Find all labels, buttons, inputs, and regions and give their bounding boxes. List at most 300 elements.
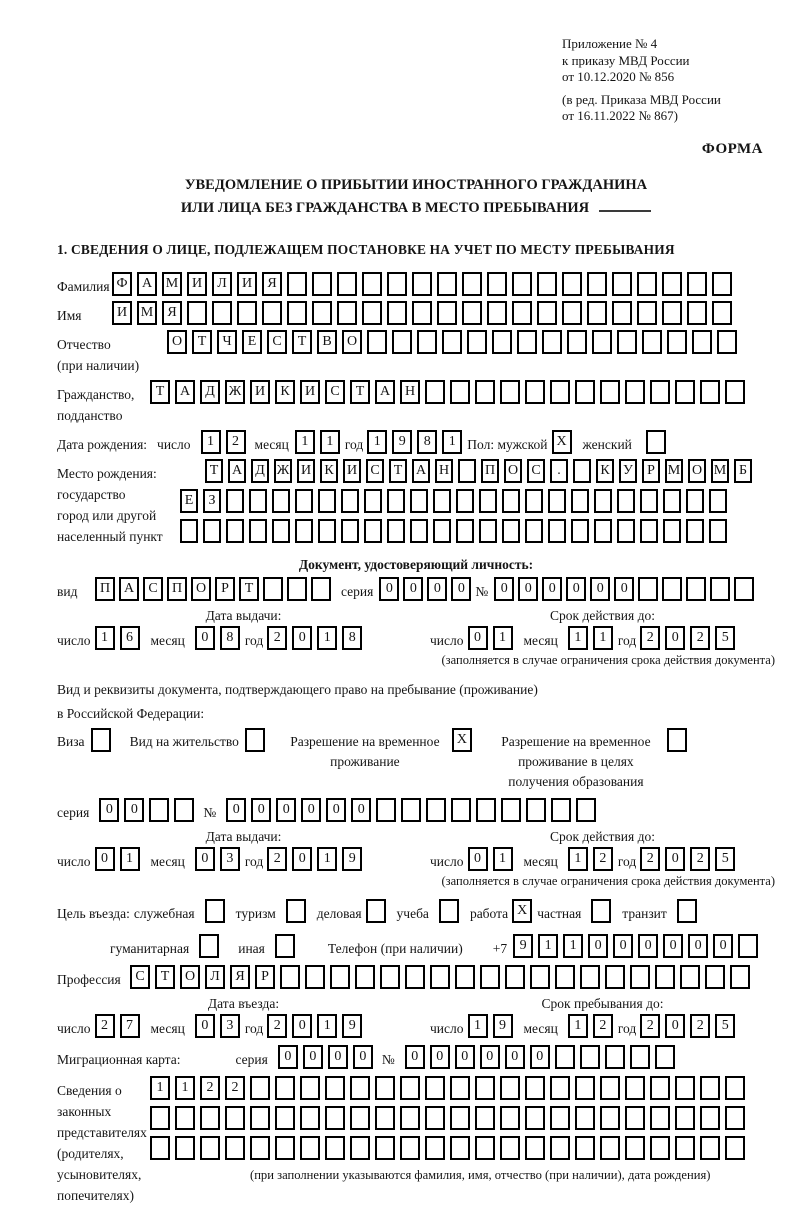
char-box[interactable] [305, 965, 325, 989]
char-box[interactable] [280, 965, 300, 989]
char-box[interactable] [475, 1136, 495, 1160]
char-box[interactable] [437, 301, 457, 325]
char-box[interactable]: К [275, 380, 295, 404]
char-box[interactable]: А [228, 459, 246, 483]
char-box[interactable] [650, 1106, 670, 1130]
char-box[interactable]: 3 [220, 847, 240, 871]
char-box[interactable]: 0 [713, 934, 733, 958]
char-box[interactable] [637, 272, 657, 296]
char-box[interactable]: 9 [342, 1014, 362, 1038]
char-box[interactable] [525, 1136, 545, 1160]
char-box[interactable]: 0 [480, 1045, 500, 1069]
char-box[interactable] [175, 1106, 195, 1130]
char-box[interactable] [150, 1106, 170, 1130]
char-box[interactable]: Н [435, 459, 453, 483]
char-box[interactable] [667, 330, 687, 354]
char-box[interactable] [517, 330, 537, 354]
char-box[interactable] [617, 489, 635, 513]
char-box[interactable] [675, 1136, 695, 1160]
char-box[interactable] [275, 1076, 295, 1100]
char-box[interactable] [502, 519, 520, 543]
char-box[interactable]: 9 [392, 430, 412, 454]
char-box[interactable]: 1 [367, 430, 387, 454]
char-box[interactable]: С [527, 459, 545, 483]
char-box[interactable]: 0 [301, 798, 321, 822]
char-box[interactable]: 1 [317, 847, 337, 871]
char-box[interactable] [325, 1136, 345, 1160]
char-box[interactable]: Д [200, 380, 220, 404]
char-box[interactable] [287, 301, 307, 325]
char-box[interactable] [675, 1106, 695, 1130]
char-box[interactable]: 2 [640, 626, 660, 650]
char-box[interactable]: 0 [613, 934, 633, 958]
char-box[interactable] [425, 380, 445, 404]
char-box[interactable]: 0 [505, 1045, 525, 1069]
char-box[interactable] [450, 1136, 470, 1160]
char-box[interactable] [594, 519, 612, 543]
char-box[interactable] [450, 1076, 470, 1100]
char-box[interactable]: Т [292, 330, 312, 354]
char-box[interactable]: 0 [99, 798, 119, 822]
char-box[interactable] [712, 301, 732, 325]
char-box[interactable] [417, 330, 437, 354]
char-box[interactable]: 2 [593, 847, 613, 871]
char-box[interactable] [655, 965, 675, 989]
char-box[interactable]: Р [642, 459, 660, 483]
char-box[interactable] [225, 1106, 245, 1130]
char-box[interactable]: 0 [518, 577, 538, 601]
char-box[interactable]: 0 [494, 577, 514, 601]
char-box[interactable] [250, 1076, 270, 1100]
char-box[interactable]: Ч [217, 330, 237, 354]
char-box[interactable]: Т [205, 459, 223, 483]
char-box[interactable] [287, 272, 307, 296]
char-box[interactable] [456, 519, 474, 543]
char-box[interactable] [680, 965, 700, 989]
char-box[interactable] [700, 1136, 720, 1160]
char-box[interactable] [709, 489, 727, 513]
char-box[interactable] [430, 965, 450, 989]
char-box[interactable] [180, 519, 198, 543]
char-box[interactable] [571, 489, 589, 513]
char-box[interactable] [663, 519, 681, 543]
char-box[interactable] [375, 1076, 395, 1100]
char-box[interactable]: 0 [195, 1014, 215, 1038]
char-box[interactable] [700, 1076, 720, 1100]
char-box[interactable] [200, 1136, 220, 1160]
char-box[interactable] [548, 489, 566, 513]
char-box[interactable] [458, 459, 476, 483]
char-box[interactable]: 0 [405, 1045, 425, 1069]
char-box[interactable] [555, 1045, 575, 1069]
char-box[interactable] [709, 519, 727, 543]
char-box[interactable] [175, 1136, 195, 1160]
char-box[interactable]: 0 [665, 847, 685, 871]
char-box[interactable]: 0 [665, 626, 685, 650]
char-box[interactable] [686, 519, 704, 543]
char-box[interactable] [575, 380, 595, 404]
char-box[interactable] [325, 1076, 345, 1100]
char-box[interactable] [650, 1136, 670, 1160]
char-box[interactable] [512, 272, 532, 296]
char-box[interactable]: X [512, 899, 532, 923]
char-box[interactable] [686, 577, 706, 601]
char-box[interactable] [675, 1076, 695, 1100]
char-box[interactable]: 0 [468, 847, 488, 871]
char-box[interactable] [638, 577, 658, 601]
char-box[interactable] [366, 899, 386, 923]
char-box[interactable] [505, 965, 525, 989]
char-box[interactable]: К [320, 459, 338, 483]
char-box[interactable] [476, 798, 496, 822]
char-box[interactable] [550, 1076, 570, 1100]
char-box[interactable] [575, 1076, 595, 1100]
char-box[interactable]: Е [180, 489, 198, 513]
char-box[interactable]: Я [230, 965, 250, 989]
char-box[interactable]: 0 [455, 1045, 475, 1069]
char-box[interactable]: 0 [251, 798, 271, 822]
char-box[interactable]: З [203, 489, 221, 513]
char-box[interactable]: 0 [403, 577, 423, 601]
char-box[interactable] [456, 489, 474, 513]
char-box[interactable] [387, 519, 405, 543]
char-box[interactable] [433, 489, 451, 513]
char-box[interactable] [380, 965, 400, 989]
char-box[interactable] [492, 330, 512, 354]
char-box[interactable]: 2 [640, 847, 660, 871]
char-box[interactable]: И [250, 380, 270, 404]
char-box[interactable]: 1 [95, 626, 115, 650]
char-box[interactable] [350, 1106, 370, 1130]
char-box[interactable] [502, 489, 520, 513]
char-box[interactable]: 8 [417, 430, 437, 454]
char-box[interactable] [612, 301, 632, 325]
char-box[interactable] [630, 965, 650, 989]
char-box[interactable] [437, 272, 457, 296]
char-box[interactable]: 2 [267, 847, 287, 871]
char-box[interactable] [526, 798, 546, 822]
char-box[interactable]: 2 [690, 847, 710, 871]
char-box[interactable] [640, 489, 658, 513]
char-box[interactable] [500, 1076, 520, 1100]
char-box[interactable]: 7 [120, 1014, 140, 1038]
char-box[interactable]: 1 [150, 1076, 170, 1100]
char-box[interactable]: 1 [593, 626, 613, 650]
char-box[interactable]: 0 [195, 626, 215, 650]
char-box[interactable]: 0 [292, 847, 312, 871]
char-box[interactable]: 6 [120, 626, 140, 650]
char-box[interactable]: 0 [542, 577, 562, 601]
char-box[interactable] [249, 489, 267, 513]
char-box[interactable]: 0 [195, 847, 215, 871]
char-box[interactable]: С [325, 380, 345, 404]
char-box[interactable] [630, 1045, 650, 1069]
char-box[interactable]: 5 [715, 626, 735, 650]
char-box[interactable]: 0 [451, 577, 471, 601]
char-box[interactable] [738, 934, 758, 958]
char-box[interactable] [205, 899, 225, 923]
char-box[interactable] [692, 330, 712, 354]
char-box[interactable] [237, 301, 257, 325]
char-box[interactable]: 0 [379, 577, 399, 601]
char-box[interactable] [580, 965, 600, 989]
char-box[interactable] [295, 519, 313, 543]
char-box[interactable]: 1 [317, 626, 337, 650]
char-box[interactable]: Р [255, 965, 275, 989]
char-box[interactable]: 5 [715, 1014, 735, 1038]
char-box[interactable] [500, 1136, 520, 1160]
char-box[interactable]: 1 [568, 626, 588, 650]
char-box[interactable] [650, 380, 670, 404]
char-box[interactable] [226, 519, 244, 543]
char-box[interactable]: И [187, 272, 207, 296]
char-box[interactable] [467, 330, 487, 354]
char-box[interactable]: 0 [663, 934, 683, 958]
char-box[interactable] [550, 1106, 570, 1130]
char-box[interactable] [410, 519, 428, 543]
char-box[interactable] [426, 798, 446, 822]
char-box[interactable] [312, 301, 332, 325]
char-box[interactable] [341, 489, 359, 513]
char-box[interactable]: 0 [638, 934, 658, 958]
char-box[interactable] [573, 459, 591, 483]
char-box[interactable] [312, 272, 332, 296]
char-box[interactable]: 0 [427, 577, 447, 601]
char-box[interactable]: 0 [468, 626, 488, 650]
char-box[interactable]: 2 [690, 1014, 710, 1038]
char-box[interactable] [462, 301, 482, 325]
char-box[interactable] [330, 965, 350, 989]
char-box[interactable] [600, 1076, 620, 1100]
char-box[interactable] [617, 519, 635, 543]
char-box[interactable] [263, 577, 283, 601]
char-box[interactable] [575, 1106, 595, 1130]
char-box[interactable] [91, 728, 111, 752]
char-box[interactable] [525, 489, 543, 513]
char-box[interactable] [275, 1136, 295, 1160]
char-box[interactable] [542, 330, 562, 354]
char-box[interactable]: 0 [665, 1014, 685, 1038]
char-box[interactable] [355, 965, 375, 989]
char-box[interactable] [675, 380, 695, 404]
char-box[interactable] [199, 934, 219, 958]
char-box[interactable] [425, 1136, 445, 1160]
char-box[interactable] [640, 519, 658, 543]
char-box[interactable]: 0 [590, 577, 610, 601]
char-box[interactable] [450, 380, 470, 404]
char-box[interactable] [479, 519, 497, 543]
char-box[interactable]: Т [192, 330, 212, 354]
char-box[interactable]: Я [162, 301, 182, 325]
char-box[interactable] [500, 1106, 520, 1130]
char-box[interactable] [687, 301, 707, 325]
char-box[interactable] [300, 1106, 320, 1130]
char-box[interactable]: Т [155, 965, 175, 989]
char-box[interactable]: 1 [538, 934, 558, 958]
char-box[interactable] [687, 272, 707, 296]
char-box[interactable] [337, 301, 357, 325]
char-box[interactable]: 9 [513, 934, 533, 958]
char-box[interactable] [455, 965, 475, 989]
char-box[interactable] [450, 1106, 470, 1130]
char-box[interactable]: 2 [593, 1014, 613, 1038]
char-box[interactable] [548, 519, 566, 543]
char-box[interactable] [387, 272, 407, 296]
char-box[interactable] [400, 1076, 420, 1100]
char-box[interactable] [637, 301, 657, 325]
char-box[interactable] [350, 1136, 370, 1160]
char-box[interactable]: С [267, 330, 287, 354]
char-box[interactable]: М [665, 459, 683, 483]
char-box[interactable] [225, 1136, 245, 1160]
char-box[interactable] [663, 489, 681, 513]
char-box[interactable] [480, 965, 500, 989]
char-box[interactable]: Ж [225, 380, 245, 404]
char-box[interactable]: X [552, 430, 572, 454]
char-box[interactable] [375, 1106, 395, 1130]
char-box[interactable] [705, 965, 725, 989]
char-box[interactable] [475, 1076, 495, 1100]
char-box[interactable] [571, 519, 589, 543]
char-box[interactable] [250, 1136, 270, 1160]
char-box[interactable] [567, 330, 587, 354]
char-box[interactable]: 0 [326, 798, 346, 822]
char-box[interactable]: . [550, 459, 568, 483]
char-box[interactable]: 1 [320, 430, 340, 454]
char-box[interactable]: В [317, 330, 337, 354]
char-box[interactable] [425, 1106, 445, 1130]
char-box[interactable]: Т [389, 459, 407, 483]
char-box[interactable]: М [711, 459, 729, 483]
char-box[interactable]: 1 [468, 1014, 488, 1038]
char-box[interactable]: 1 [295, 430, 315, 454]
char-box[interactable]: 0 [430, 1045, 450, 1069]
char-box[interactable] [667, 728, 687, 752]
char-box[interactable]: 0 [588, 934, 608, 958]
char-box[interactable] [625, 380, 645, 404]
char-box[interactable] [551, 798, 571, 822]
char-box[interactable] [375, 1136, 395, 1160]
char-box[interactable] [717, 330, 737, 354]
char-box[interactable] [442, 330, 462, 354]
char-box[interactable]: 2 [200, 1076, 220, 1100]
char-box[interactable] [725, 1136, 745, 1160]
char-box[interactable]: 9 [342, 847, 362, 871]
char-box[interactable]: 0 [276, 798, 296, 822]
char-box[interactable] [550, 380, 570, 404]
char-box[interactable]: Б [734, 459, 752, 483]
char-box[interactable] [203, 519, 221, 543]
char-box[interactable]: У [619, 459, 637, 483]
char-box[interactable] [350, 1076, 370, 1100]
char-box[interactable] [200, 1106, 220, 1130]
char-box[interactable] [462, 272, 482, 296]
char-box[interactable] [341, 519, 359, 543]
char-box[interactable] [250, 1106, 270, 1130]
char-box[interactable] [537, 272, 557, 296]
char-box[interactable]: 0 [614, 577, 634, 601]
char-box[interactable] [686, 489, 704, 513]
char-box[interactable] [575, 1136, 595, 1160]
char-box[interactable]: 1 [493, 847, 513, 871]
char-box[interactable]: Т [150, 380, 170, 404]
char-box[interactable] [487, 272, 507, 296]
char-box[interactable] [580, 1045, 600, 1069]
char-box[interactable]: А [375, 380, 395, 404]
char-box[interactable] [337, 272, 357, 296]
char-box[interactable]: 0 [566, 577, 586, 601]
char-box[interactable] [646, 430, 666, 454]
char-box[interactable] [487, 301, 507, 325]
char-box[interactable]: О [688, 459, 706, 483]
char-box[interactable] [174, 798, 194, 822]
char-box[interactable] [433, 519, 451, 543]
char-box[interactable] [150, 1136, 170, 1160]
char-box[interactable]: П [481, 459, 499, 483]
char-box[interactable] [642, 330, 662, 354]
char-box[interactable]: А [412, 459, 430, 483]
char-box[interactable]: И [343, 459, 361, 483]
char-box[interactable] [662, 577, 682, 601]
char-box[interactable]: Т [350, 380, 370, 404]
char-box[interactable]: 1 [175, 1076, 195, 1100]
char-box[interactable] [318, 489, 336, 513]
char-box[interactable] [425, 1076, 445, 1100]
char-box[interactable] [212, 301, 232, 325]
char-box[interactable]: П [167, 577, 187, 601]
char-box[interactable] [525, 1106, 545, 1130]
char-box[interactable] [364, 519, 382, 543]
char-box[interactable] [725, 380, 745, 404]
char-box[interactable] [600, 1136, 620, 1160]
char-box[interactable] [605, 965, 625, 989]
char-box[interactable] [576, 798, 596, 822]
char-box[interactable] [537, 301, 557, 325]
char-box[interactable] [387, 301, 407, 325]
char-box[interactable] [325, 1106, 345, 1130]
char-box[interactable]: Ф [112, 272, 132, 296]
char-box[interactable] [501, 798, 521, 822]
char-box[interactable]: Я [262, 272, 282, 296]
char-box[interactable]: 2 [225, 1076, 245, 1100]
char-box[interactable]: Т [239, 577, 259, 601]
char-box[interactable] [625, 1106, 645, 1130]
char-box[interactable] [592, 330, 612, 354]
char-box[interactable]: С [130, 965, 150, 989]
char-box[interactable] [587, 301, 607, 325]
char-box[interactable]: 2 [95, 1014, 115, 1038]
char-box[interactable]: П [95, 577, 115, 601]
char-box[interactable]: 9 [493, 1014, 513, 1038]
char-box[interactable]: 1 [493, 626, 513, 650]
char-box[interactable]: А [175, 380, 195, 404]
char-box[interactable] [562, 301, 582, 325]
char-box[interactable] [525, 380, 545, 404]
char-box[interactable]: О [167, 330, 187, 354]
char-box[interactable] [479, 489, 497, 513]
char-box[interactable] [405, 965, 425, 989]
char-box[interactable] [400, 1136, 420, 1160]
char-box[interactable]: 0 [530, 1045, 550, 1069]
char-box[interactable]: А [119, 577, 139, 601]
char-box[interactable]: 0 [351, 798, 371, 822]
char-box[interactable]: 0 [124, 798, 144, 822]
char-box[interactable] [612, 272, 632, 296]
char-box[interactable]: 2 [226, 430, 246, 454]
char-box[interactable]: С [143, 577, 163, 601]
char-box[interactable]: Н [400, 380, 420, 404]
char-box[interactable]: К [596, 459, 614, 483]
